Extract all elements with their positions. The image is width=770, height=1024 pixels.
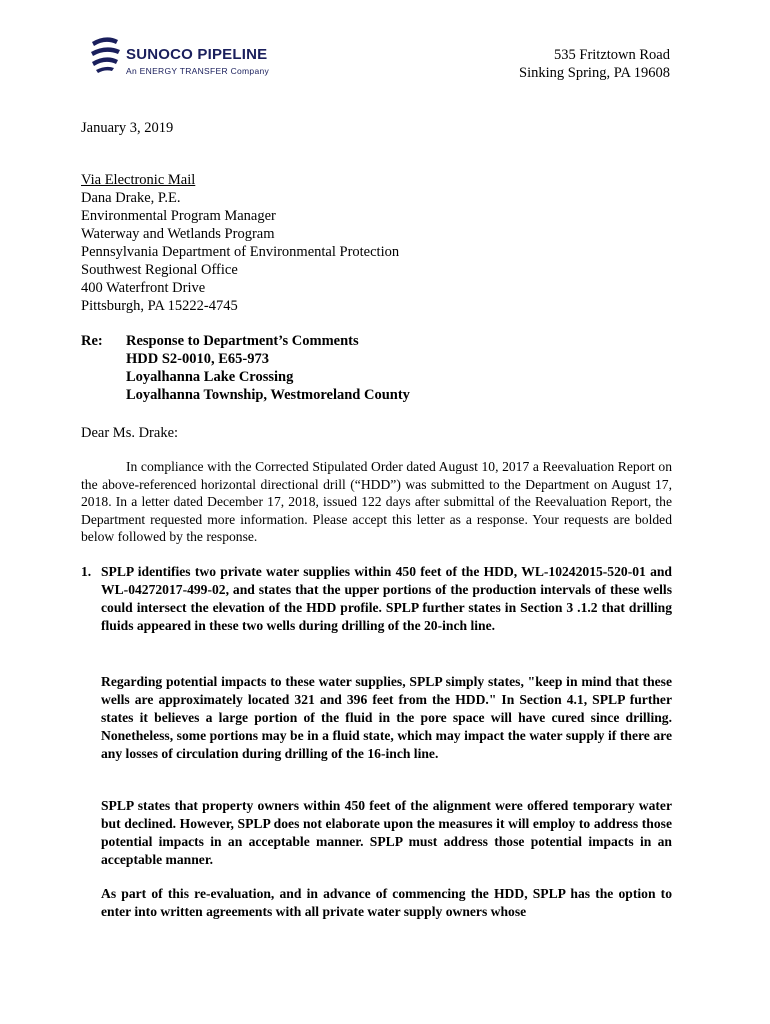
subject-line: Loyalhanna Township, Westmoreland County	[126, 387, 410, 403]
item-paragraph: Regarding potential impacts to these water supplies, SPLP simply states, "keep in mind that these wells are approximately located 321 and 396 feet from the HDD." In Section 4.1, SPLP further states it believes a large portion of the fluid in the pore space will have cured since drilling. Nonetheless, some portions may be in a fluid state, which may impact the water supply if there are any losses of circulation during drilling of the 16-inch line.	[101, 674, 672, 761]
subject-line: Response to Department’s Comments	[126, 333, 359, 349]
sender-street: 535 Fritztown Road	[554, 47, 670, 63]
subject-lines	[126, 332, 410, 404]
delivery-method: Via Electronic Mail	[81, 172, 196, 188]
item-number: 1.	[81, 564, 92, 579]
letter-date: January 3, 2019	[81, 120, 174, 136]
company-logo	[88, 32, 308, 80]
logo-icon	[88, 32, 124, 76]
subject-line: Loyalhanna Lake Crossing	[126, 369, 294, 385]
item-paragraph: SPLP states that property owners within 450 feet of the alignment were offered temporary water but declined. However, SPLP does not elaborate upon the measures it will employ to address those potential impacts in an acceptable manner. SPLP must address those potential impacts in an acceptable manner.	[101, 798, 672, 867]
item-paragraph: As part of this re-evaluation, and in advance of commencing the HDD, SPLP has the option to enter into written agreements with all private water supply owners whose	[101, 886, 672, 919]
subject-label: Re:	[81, 333, 103, 349]
sender-address	[519, 46, 670, 82]
intro-paragraph: In compliance with the Corrected Stipulated Order dated August 10, 2017 a Reevaluation Report on the above-referenced horizontal directional drill (“HDD”) was submitted to the Department on August 17, 2018. In a letter dated December 17, 2018, issued 122 days after submittal of the Reevaluation Report, the Department requested more information. Please accept this letter as a response. Your requests are bolded below followed by the response.	[81, 459, 672, 545]
recipient-line: Southwest Regional Office	[81, 262, 238, 278]
subject-line: HDD S2-0010, E65-973	[126, 351, 269, 367]
recipient-line: Pennsylvania Department of Environmental Protection	[81, 244, 400, 260]
recipient-line: 400 Waterfront Drive	[81, 280, 206, 296]
item-paragraph: SPLP identifies two private water supplies within 450 feet of the HDD, WL-10242015-520-01 and WL-04272017-499-02, and states that the upper portions of the production intervals of these wells could intersect the elevation of the HDD profile. SPLP further states in Section 3 .1.2 that drilling fluids appeared in these two wells during drilling of the 20-inch line.	[101, 564, 672, 633]
recipient-line: Waterway and Wetlands Program	[81, 226, 275, 242]
recipient-line: Pittsburgh, PA 15222-4745	[81, 298, 238, 314]
sender-city: Sinking Spring, PA 19608	[519, 65, 670, 81]
salutation: Dear Ms. Drake:	[81, 425, 179, 441]
recipient-line: Environmental Program Manager	[81, 208, 276, 224]
recipient-block	[81, 171, 399, 315]
recipient-line: Dana Drake, P.E.	[81, 190, 181, 206]
logo-tagline: An ENERGY TRANSFER Company	[126, 66, 270, 76]
logo-name: SUNOCO PIPELINE	[126, 46, 268, 63]
